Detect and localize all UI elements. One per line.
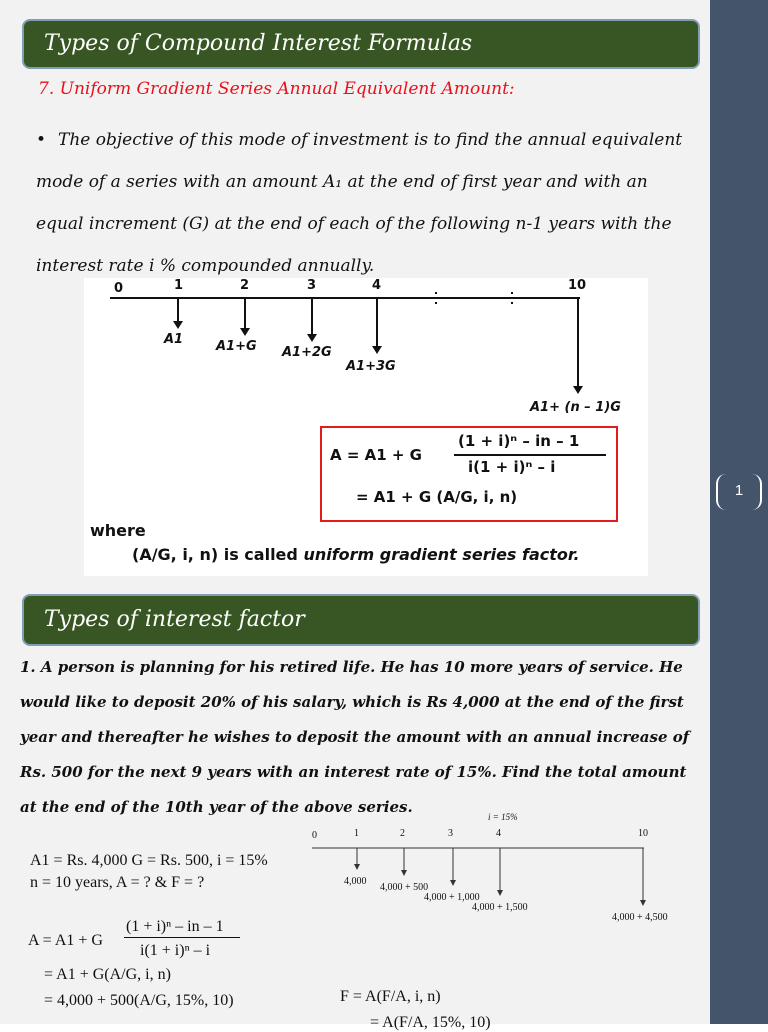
flow-label: 4,000 + 4,500 [612,912,668,923]
formula-line-2: = A1 + G (A/G, i, n) [356,488,518,506]
slide-2 [0,590,710,1031]
fraction-bar [454,454,606,456]
flow-label: 4,000 [344,876,367,887]
period-label: 3 [448,828,453,839]
future-value-formula: F = A(F/A, i, n) [340,988,441,1005]
slide-1-subheading: 7. Uniform Gradient Series Annual Equivalent Amount: [38,79,515,99]
where-label: where [90,521,146,540]
slide-2-title: Types of interest factor [22,594,700,646]
cash-flow-diagram-2 [300,812,690,922]
flow-label: A1+ (n – 1)G [530,400,621,415]
period-label: 1 [354,828,359,839]
slide-1-bullet [36,119,696,287]
flow-label: A1+G [216,339,257,354]
page-number-badge[interactable]: 1 [716,474,762,510]
period-label: 10 [568,278,587,293]
future-value-line-2: = A(F/A, 15%, 10) [370,1014,491,1031]
gradient-formula-box [320,426,618,522]
formula2-denominator: i(1 + i)ⁿ – i [140,942,211,959]
flow-label: 4,000 + 500 [380,882,429,893]
flow-label: 4,000 + 1,000 [424,892,480,903]
formula2-line-2: = A1 + G(A/G, i, n) [44,966,171,983]
flow-label: A1+2G [282,345,332,360]
slide-1 [22,15,700,575]
period-label: 2 [240,278,250,293]
formula2-lhs: A = A1 + G [28,932,103,949]
problem-statement: 1. A person is planning for his retired life. He has 10 more years of service. He would like to deposit 20% of his salary, which is Rs 4,000 at the end of the first year and thereafter he wishes to deposit the amount with an annual increase of Rs. 500 for the next 9 years with an interest rate of 15%. Find the total amount at the end of the 10th year of the above series. [20,658,690,816]
cash-flow-diagram-1 [84,278,648,576]
cash-flow-lines [84,278,648,418]
rate-label: i = 15% [488,812,518,822]
formula-denominator: i(1 + i)ⁿ – i [468,458,556,476]
period-label: 0 [114,281,124,296]
factor-name: uniform gradient series factor. [303,545,580,564]
factor-pre: (A/G, i, n) is called [132,545,298,564]
given-values [30,850,268,894]
formula2-numerator: (1 + i)ⁿ – in – 1 [126,918,224,935]
period-label: 1 [174,278,184,293]
bullet-text: The objective of this mode of investment is to find the annual equivalent mode of a series with an amount A₁ at the end of first year and with an equal increment (G) at the end of each of the following n-1 years with the interest rate i % compounded annually. [36,130,683,276]
factor-definition [132,545,580,564]
fraction-bar [124,937,240,938]
formula2-line-3: = 4,000 + 500(A/G, 15%, 10) [44,992,234,1009]
period-label: 3 [307,278,317,293]
period-label: 0 [312,830,317,841]
given-line-1: A1 = Rs. 4,000 G = Rs. 500, i = 15% [30,852,268,869]
flow-label: A1 [164,332,184,347]
formula-lhs: A = A1 + G [330,446,422,464]
flow-label: 4,000 + 1,500 [472,902,528,913]
period-label: 4 [496,828,501,839]
bullet-dot-icon: • [36,130,47,150]
slide-1-title: Types of Compound Interest Formulas [22,19,700,69]
flow-label: A1+3G [346,359,396,374]
right-sidebar [710,0,768,1024]
period-label: 2 [400,828,405,839]
period-label: 10 [638,828,648,839]
formula-numerator: (1 + i)ⁿ – in – 1 [458,432,580,450]
period-label: 4 [372,278,382,293]
given-line-2: n = 10 years, A = ? & F = ? [30,874,205,891]
